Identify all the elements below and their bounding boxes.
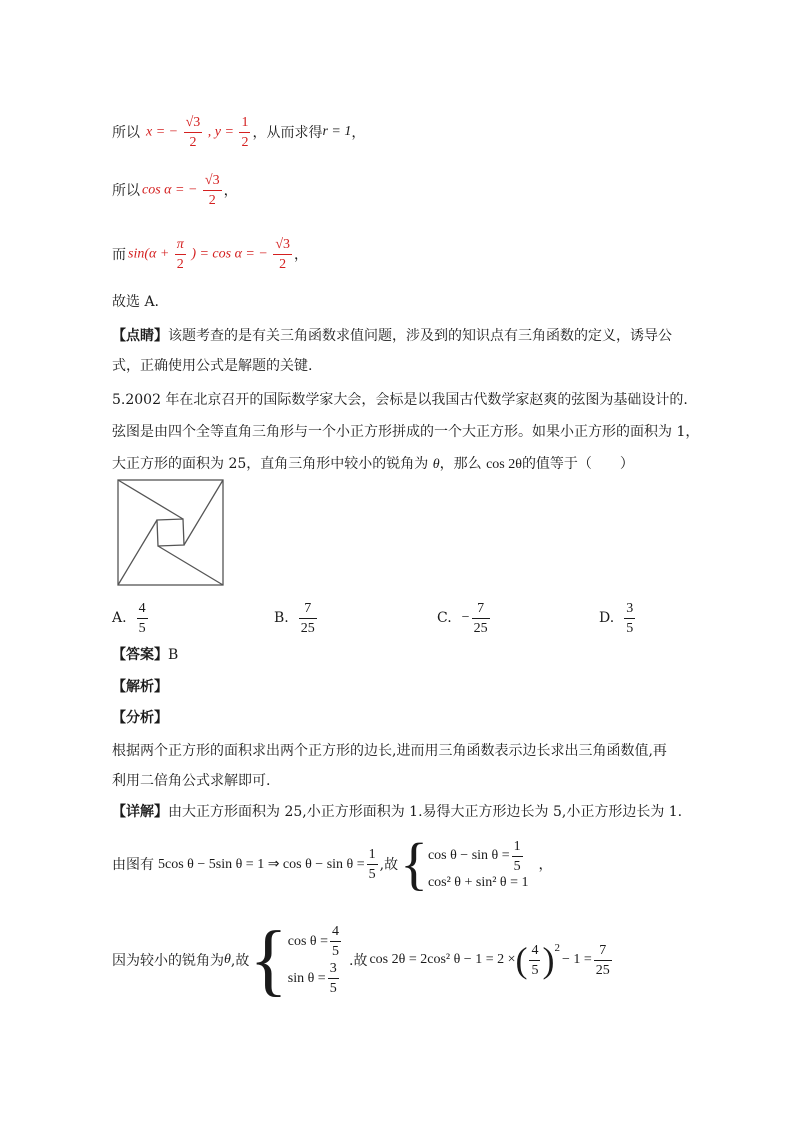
option-label: A.	[112, 610, 127, 626]
detail: 【详解】由大正方形面积为 25,小正方形面积为 1.易得大正方形边长为 5,小正方形边长为 1.	[112, 804, 683, 820]
option-b[interactable]: B. $\frac{7}{25}$	[274, 600, 315, 636]
text: ，	[294, 247, 309, 263]
triangle-edge	[158, 546, 223, 585]
option-label: B.	[274, 610, 289, 626]
triangle-edge	[184, 480, 223, 545]
conclusion: 故选 A.	[112, 294, 160, 310]
analysis-heading: 【解析】	[112, 679, 168, 695]
xian-tu-diagram	[116, 478, 226, 588]
math-sin: sin(α + $\frac{\pi}{2}$ ) = cos α = − $\frac{√3}{2}$	[128, 236, 291, 272]
option-label: C.	[437, 610, 452, 626]
option-c[interactable]: C. − $\frac{7}{25}$	[437, 600, 488, 636]
text: 所以	[112, 125, 140, 141]
option-a[interactable]: A. $\frac{4}{5}$	[112, 600, 146, 636]
triangle-edge	[118, 520, 157, 585]
math-x: x = − $\frac{√3}{2}$ , y = $\frac{1}{2}$	[146, 114, 249, 150]
math-cos: cos α = − $\frac{√3}{2}$	[142, 172, 220, 208]
text: ，从而求得	[252, 125, 323, 141]
option-d[interactable]: D. $\frac{3}{5}$	[599, 600, 634, 636]
text: 而	[112, 247, 126, 263]
dianjing: 【点睛】该题考查的是有关三角函数求值问题，涉及到的知识点有三角函数的定义，诱导公 式，正确使用公式是解题的关键.	[112, 328, 672, 374]
answer: 【答案】B	[112, 647, 179, 663]
math-r: r = 1	[322, 124, 352, 139]
line-1	[112, 110, 365, 154]
option-label: D.	[599, 610, 615, 626]
inner-square	[157, 519, 184, 546]
line-2	[112, 168, 238, 212]
text: ，	[223, 183, 238, 199]
equation-1: 由图有 5cos θ − 5sin θ = 1 ⇒ cos θ − sin θ = $\frac{1}{5}$ ,故 { cos θ − sin θ = $\frac{1}{5}$ cos² θ + sin² θ = 1 ，	[112, 831, 553, 896]
text: 所以	[112, 183, 140, 199]
fenxi-heading: 【分析】	[112, 710, 168, 726]
equation-2: 因为较小的锐角为 θ ,故 { cos θ = $\frac{4}{5}$ sin θ = $\frac{3}{5}$ .故 cos 2θ = 2cos² θ − 1 = 2 × ( $\frac{4}{5}$ ) $^2$ − 1 = $\frac{7}{25}$	[112, 916, 610, 1004]
text: ，	[351, 125, 366, 141]
fenxi-text: 根据两个正方形的面积求出两个正方形的边长,进而用三角函数表示边长求出三角函数值,再 利用二倍角公式求解即可.	[112, 743, 667, 789]
outer-square	[118, 480, 223, 585]
question-5: 5.2002 年在北京召开的国际数学家大会，会标是以我国古代数学家赵爽的弦图为基础设计的. 弦图是由四个全等直角三角形与一个小正方形拼成的一个大正方形。如果小正方形的面积为 1， 大正方形的面积为 25，直角三角形中较小的锐角为 θ，那么 cos 2θ的值等于（ ）	[112, 392, 700, 472]
triangle-edge	[118, 480, 183, 519]
line-3	[112, 232, 308, 276]
